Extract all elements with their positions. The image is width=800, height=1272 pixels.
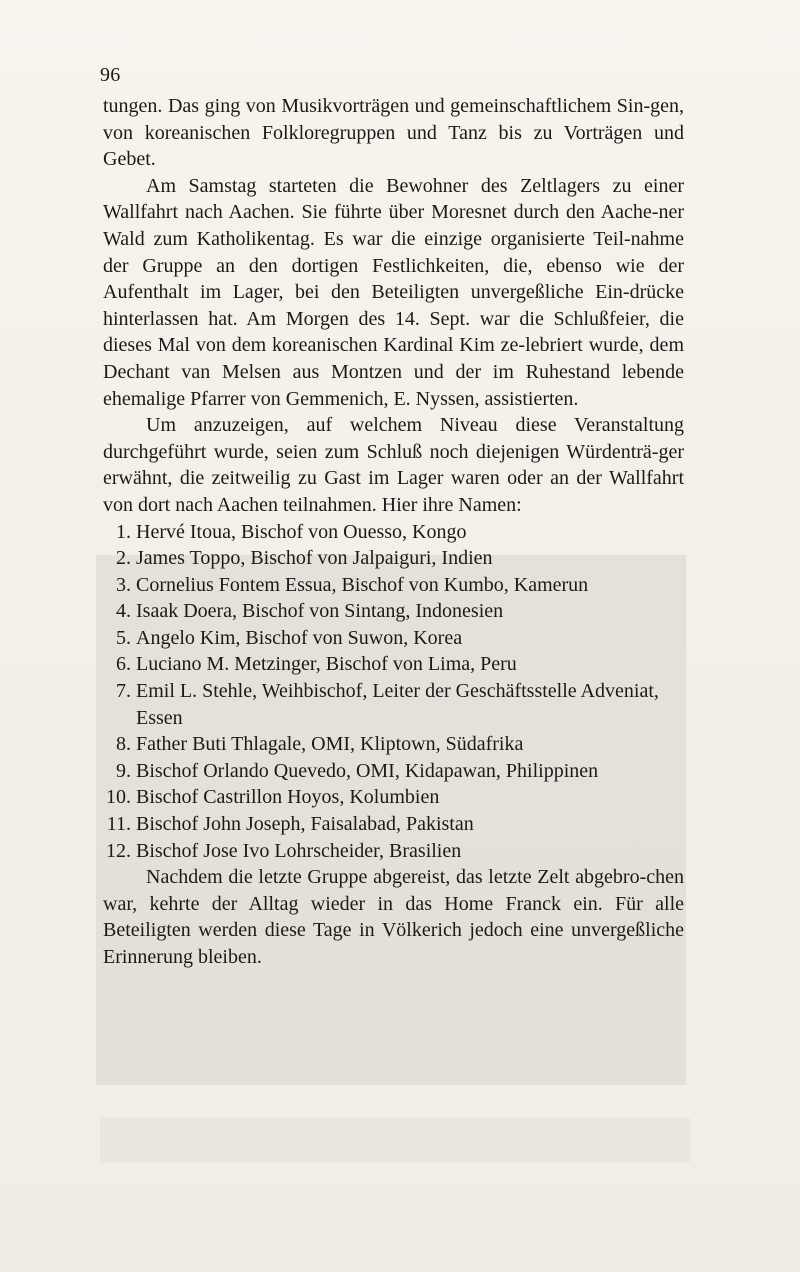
list-item-number: 3. bbox=[116, 573, 131, 596]
list-item bbox=[103, 519, 684, 546]
list-item-text: Bischof John Joseph, Faisalabad, Pakistan bbox=[136, 813, 474, 836]
list-item bbox=[103, 811, 684, 838]
list-item-number: 8. bbox=[116, 733, 131, 756]
list-item-number: 11. bbox=[106, 813, 131, 836]
list-item bbox=[103, 572, 684, 599]
list-item-text: Bischof Orlando Quevedo, OMI, Kidapawan, Philippinen bbox=[136, 759, 599, 782]
paragraph-pilgrimage: Am Samstag starteten die Bewohner des Zeltlagers zu einer Wallfahrt nach Aachen. Sie führte über Moresnet durch den Aache-ner Wald zum Katholikentag. Es war die einzige organisierte Teil-nahme der Gruppe an den dortigen Festlichkeiten, die, ebenso wie der Aufenthalt im Lager, bei den Beteiligten unvergeßliche Ein-drücke hinterlassen hat. Am Morgen des 14. Sept. war die Schlußfeier, die dieses Mal von dem koreanischen Kardinal Kim ze-lebriert wurde, dem Dechant van Melsen aus Montzen und der im Ruhestand lebende ehemalige Pfarrer von Gemmenich, E. Nyssen, assistierten. bbox=[103, 174, 684, 410]
list-item-text: Bischof Jose Ivo Lohrscheider, Brasilien bbox=[136, 839, 462, 862]
list-item-number: 10. bbox=[106, 786, 131, 809]
list-item-number: 5. bbox=[116, 626, 131, 649]
list-item bbox=[103, 758, 684, 785]
list-item bbox=[103, 625, 684, 652]
list-item bbox=[103, 651, 684, 678]
list-item bbox=[103, 784, 684, 811]
list-item-number: 1. bbox=[116, 520, 131, 543]
paragraph-closing: Nachdem die letzte Gruppe abgereist, das letzte Zelt abgebro-chen war, kehrte der Alltag wieder in das Home Franck ein. Für alle Beteiligten werden diese Tage in Völkerich jedoch eine unvergeßliche Erinnerung bleiben. bbox=[103, 866, 684, 968]
page-number: 96 bbox=[100, 64, 121, 86]
list-item-text: Isaak Doera, Bischof von Sintang, Indonesien bbox=[136, 600, 504, 623]
dignitaries-list bbox=[103, 519, 684, 865]
list-item-number: 7. bbox=[116, 680, 131, 703]
list-item-number: 4. bbox=[116, 600, 131, 623]
list-item-number: 6. bbox=[116, 653, 131, 676]
list-item-text: Luciano M. Metzinger, Bischof von Lima, Peru bbox=[136, 653, 517, 676]
list-item-text: Emil L. Stehle, Weihbischof, Leiter der Geschäftsstelle Adveniat, Essen bbox=[136, 680, 659, 729]
list-item-text: Cornelius Fontem Essua, Bischof von Kumbo, Kamerun bbox=[136, 573, 589, 596]
body-text bbox=[103, 93, 684, 971]
list-item bbox=[103, 545, 684, 572]
list-item bbox=[103, 598, 684, 625]
list-item-text: Angelo Kim, Bischof von Suwon, Korea bbox=[136, 626, 463, 649]
list-item bbox=[103, 838, 684, 865]
list-item bbox=[103, 678, 684, 731]
list-item-text: James Toppo, Bischof von Jalpaiguri, Indien bbox=[136, 547, 493, 570]
list-item-text: Hervé Itoua, Bischof von Ouesso, Kongo bbox=[136, 520, 467, 543]
paragraph-dignitaries-intro: Um anzuzeigen, auf welchem Niveau diese Veranstaltung durchgeführt wurde, seien zum Schluß noch diejenigen Würdenträ-ger erwähnt, die zeitweilig zu Gast im Lager waren oder an der Wallfahrt von dort nach Aachen teilnahmen. Hier ihre Namen: bbox=[103, 414, 684, 516]
list-item-text: Father Buti Thlagale, OMI, Kliptown, Südafrika bbox=[136, 733, 524, 756]
list-item bbox=[103, 731, 684, 758]
list-item-number: 9. bbox=[116, 759, 131, 782]
show-through-caption-region bbox=[100, 1118, 690, 1162]
list-item-number: 2. bbox=[116, 547, 131, 570]
list-item-number: 12. bbox=[106, 839, 131, 862]
paragraph-continuation: tungen. Das ging von Musikvorträgen und gemeinschaftlichem Sin-gen, von koreanischen Folkloregruppen und Tanz bis zu Vorträgen und Gebet. bbox=[103, 95, 684, 171]
list-item-text: Bischof Castrillon Hoyos, Kolumbien bbox=[136, 786, 440, 809]
